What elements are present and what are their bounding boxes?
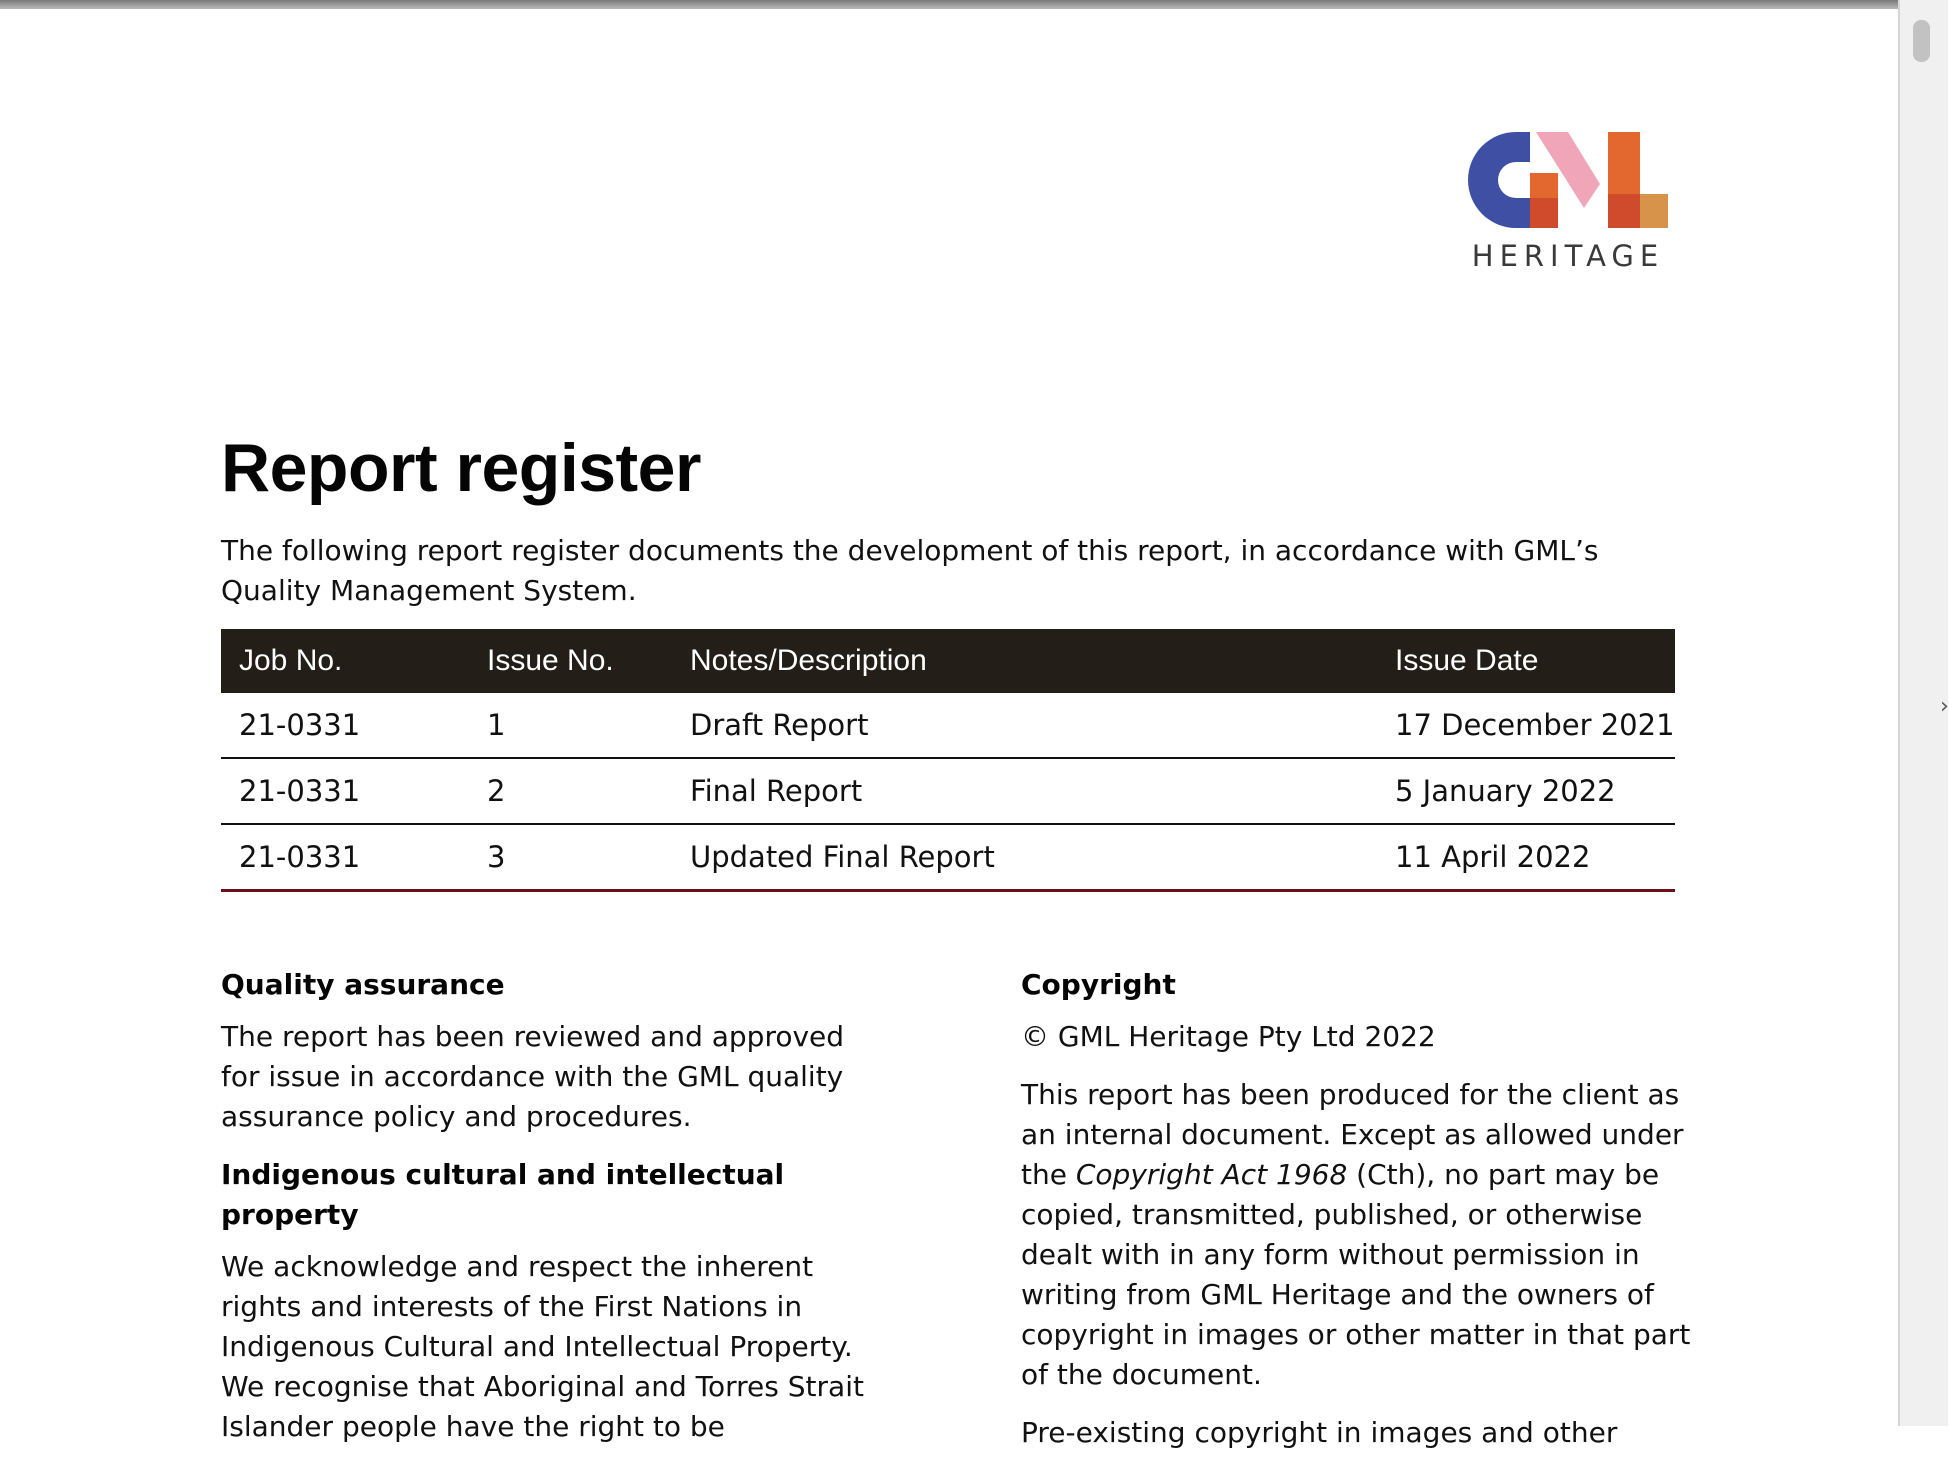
- page-title: Report register: [221, 430, 701, 506]
- intro-paragraph: The following report register documents the development of this report, in accordance with GML’s Quality Management System.: [221, 534, 1599, 607]
- window-top-edge: [0, 0, 1898, 9]
- right-column: [1021, 965, 1701, 1471]
- l-tan-shape: [1640, 194, 1668, 228]
- copyright-heading: Copyright: [1021, 968, 1176, 1001]
- gml-logo-mark: [1468, 132, 1668, 237]
- l-red-shape: [1608, 194, 1640, 228]
- g-red-shape: [1530, 198, 1558, 228]
- g-orange-shape: [1530, 173, 1558, 198]
- left-column: [221, 965, 881, 1465]
- vertical-scrollbar[interactable]: [1898, 0, 1948, 1426]
- cell-issue-date: 5 January 2022: [1377, 758, 1675, 824]
- header-issue-date: Issue Date: [1377, 629, 1675, 693]
- quality-assurance-text: The report has been reviewed and approved for issue in accordance with the GML quality assurance policy and procedures.: [221, 1020, 845, 1133]
- l-orange-shape: [1608, 132, 1640, 194]
- icip-text: We acknowledge and respect the inherent rights and interests of the First Nations in Indigenous Cultural and Intellectual Property. We recognise that Aboriginal and Torres Strait Islander people have the right to be: [221, 1250, 864, 1443]
- cell-job-no: 21-0331: [221, 693, 469, 758]
- cell-issue-date: 11 April 2022: [1377, 824, 1675, 891]
- header-job-no: Job No.: [221, 629, 469, 693]
- copyright-line: © GML Heritage Pty Ltd 2022: [1021, 1020, 1436, 1053]
- header-issue-no: Issue No.: [469, 629, 672, 693]
- cell-issue-no: 2: [469, 758, 672, 824]
- table-row: [221, 758, 1675, 824]
- chevron-right-icon: ›: [1940, 694, 1949, 719]
- icip-heading: Indigenous cultural and intellectual property: [221, 1158, 785, 1231]
- cell-notes: Draft Report: [672, 693, 1377, 758]
- logo-heritage-text: HERITAGE: [1471, 239, 1665, 273]
- copyright-text-after: (Cth), no part may be copied, transmitted, published, or otherwise dealt with in any form without permission in writing from GML Heritage and the owners of copyright in images or other matter in that part of the document.: [1021, 1158, 1691, 1391]
- table-row: [221, 693, 1675, 758]
- copyright-more-text: Pre-existing copyright in images and other: [1021, 1416, 1618, 1449]
- scrollbar-thumb[interactable]: [1913, 20, 1930, 62]
- cell-issue-date: 17 December 2021: [1377, 693, 1675, 758]
- header-notes: Notes/Description: [672, 629, 1377, 693]
- copyright-text-before: This report has been produced for the client as an internal document. Except as allowed under the: [1021, 1078, 1684, 1191]
- cell-job-no: 21-0331: [221, 758, 469, 824]
- cell-notes: Updated Final Report: [672, 824, 1377, 891]
- table-row: [221, 824, 1675, 891]
- cell-issue-no: 3: [469, 824, 672, 891]
- cell-job-no: 21-0331: [221, 824, 469, 891]
- copyright-paragraph: [1021, 1075, 1701, 1395]
- report-register-table: [221, 629, 1675, 892]
- document-page: [0, 9, 1898, 1449]
- cell-notes: Final Report: [672, 758, 1377, 824]
- g-shape-shape: [1468, 132, 1530, 228]
- copyright-act-title: Copyright Act 1968: [1075, 1158, 1348, 1191]
- quality-assurance-heading: Quality assurance: [221, 968, 505, 1001]
- cell-issue-no: 1: [469, 693, 672, 758]
- gml-heritage-logo: [1468, 132, 1668, 277]
- table-header-row: [221, 629, 1675, 693]
